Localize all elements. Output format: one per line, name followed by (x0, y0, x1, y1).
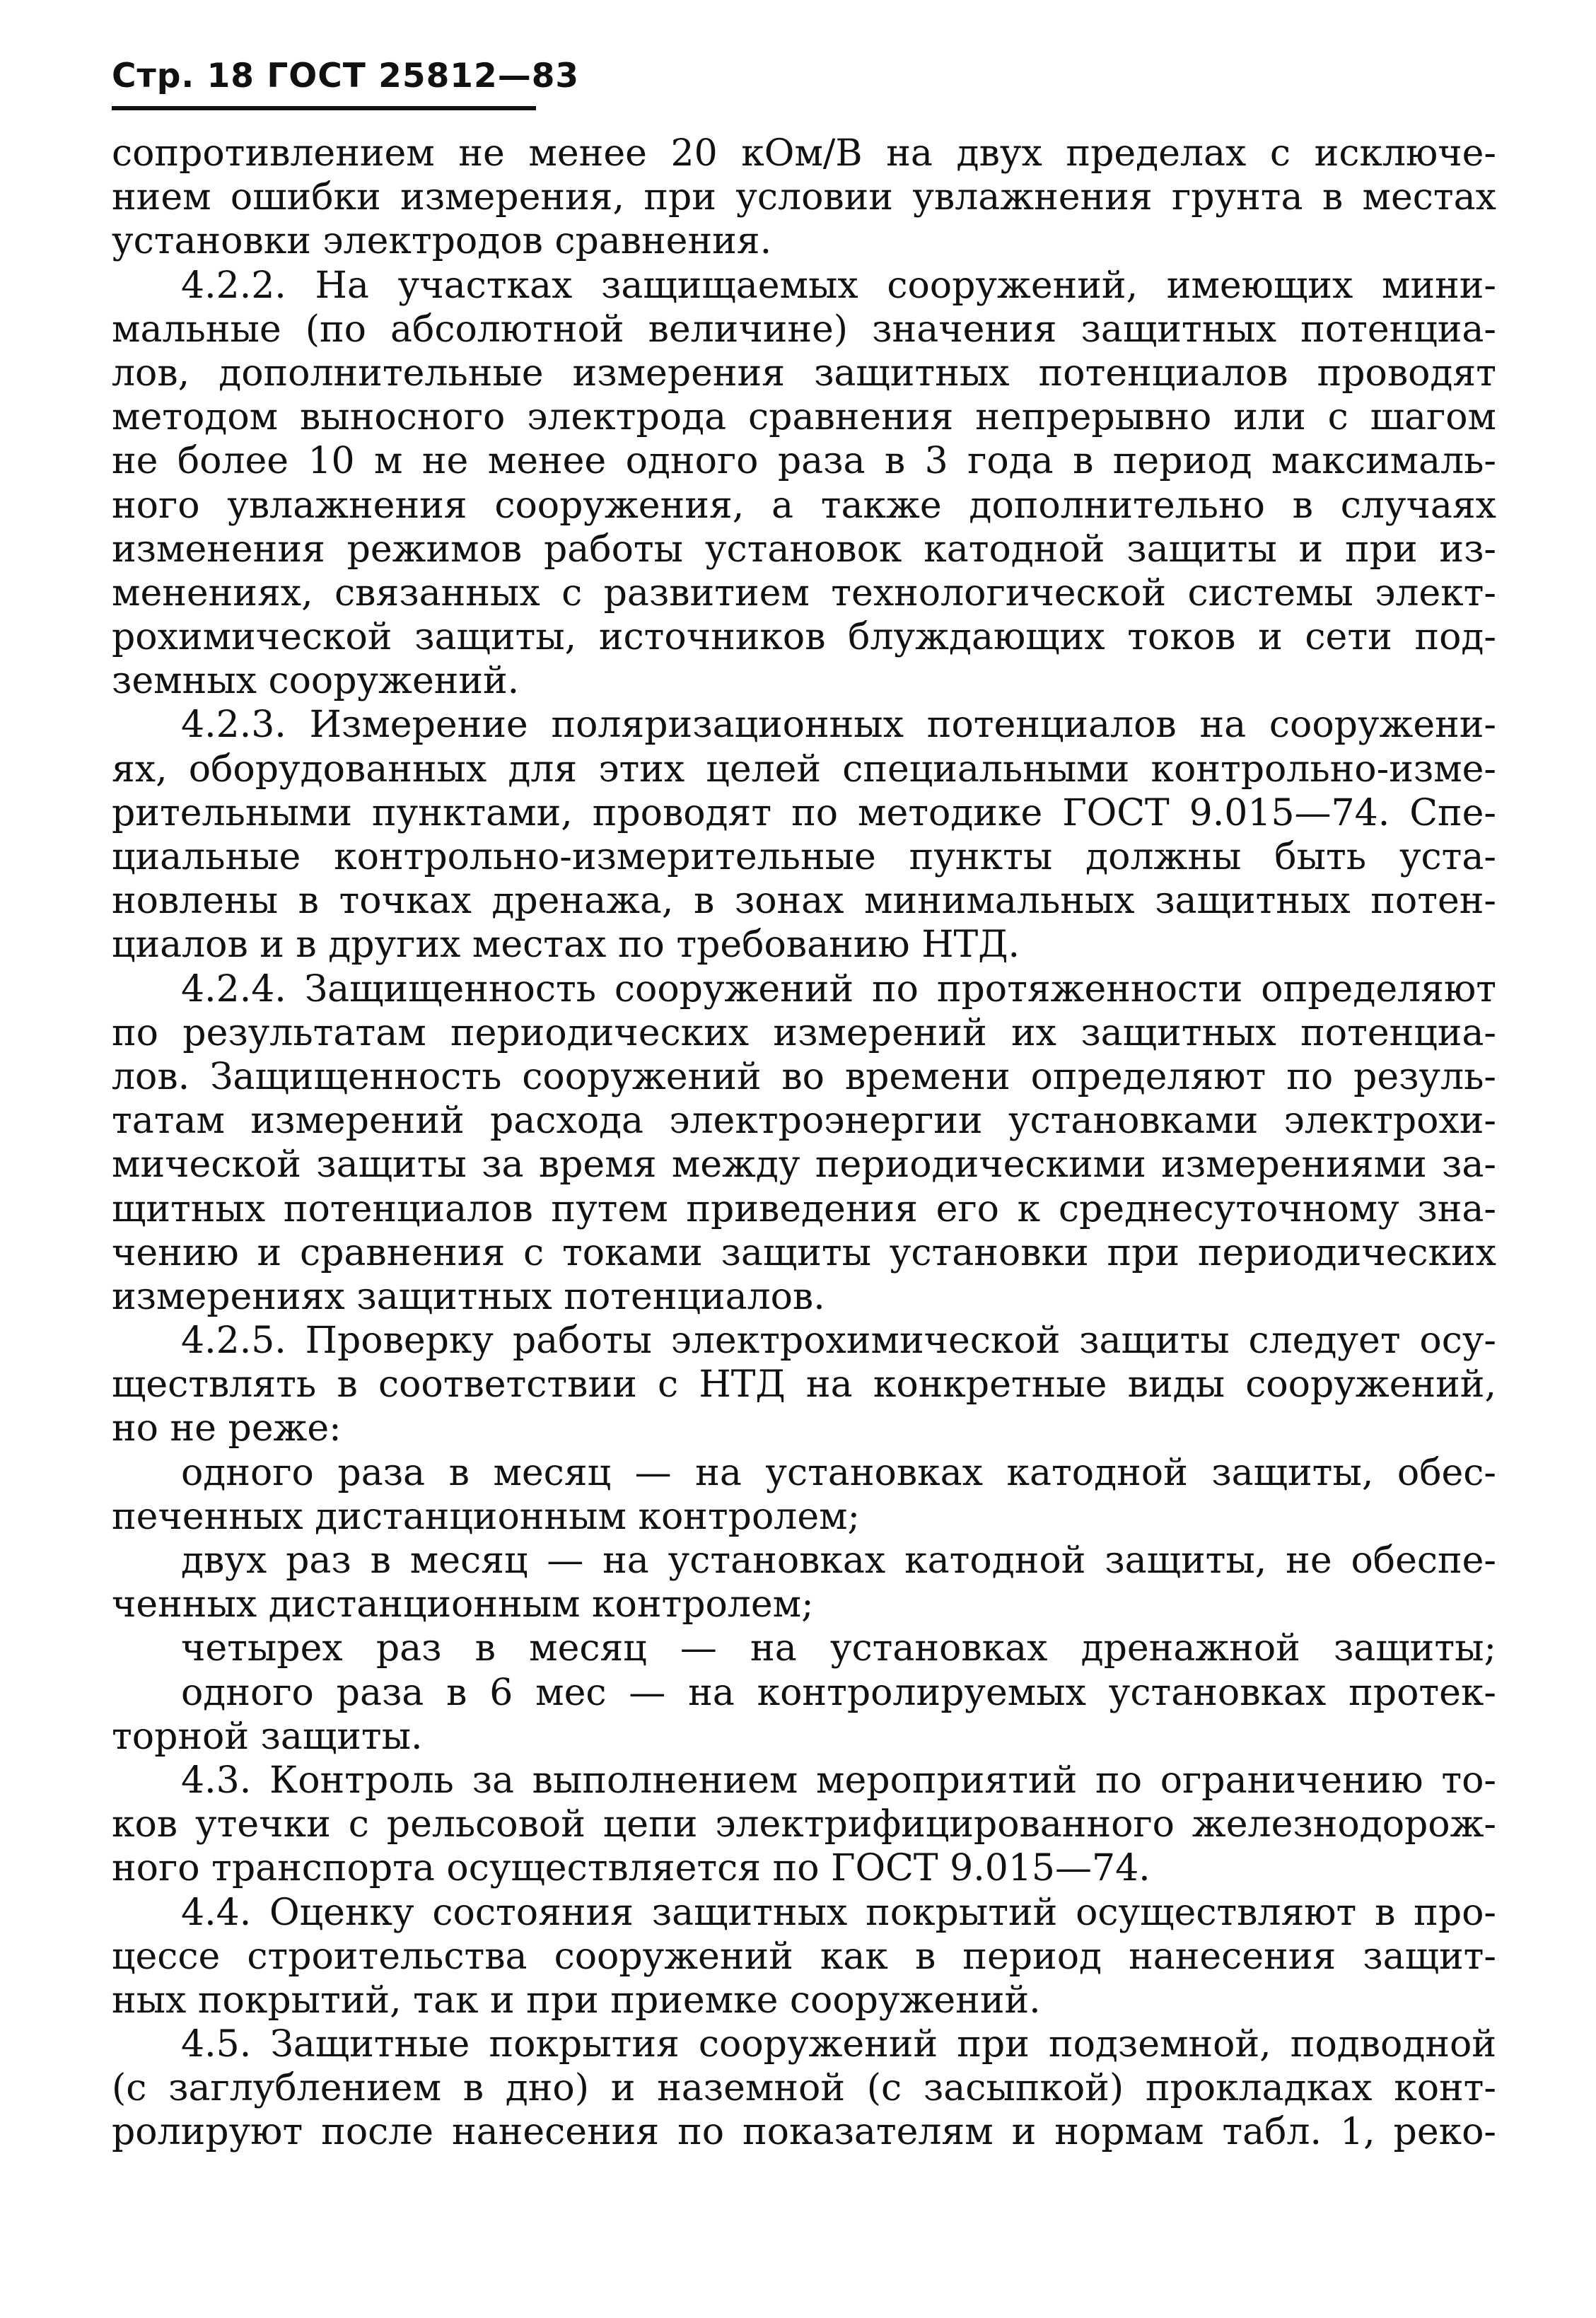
text-line: цессе строительства сооружений как в период нанесения защит- (112, 1935, 1496, 1978)
text-line: лов, дополнительные измерения защитных потенциалов проводят (112, 351, 1496, 395)
text-line: новлены в точках дренажа, в зонах минимальных защитных потен- (112, 880, 1496, 923)
text-line: ях, оборудованных для этих целей специальными контрольно-изме- (112, 747, 1496, 791)
text-line: менениях, связанных с развитием технологической системы элект- (112, 571, 1496, 615)
text-line: циальные контрольно-измерительные пункты должны быть уста- (112, 836, 1496, 878)
text-line: ных покрытий, так и при приемке сооружений. (112, 1979, 1041, 2022)
text-line: ного транспорта осуществляется по ГОСТ 9.015—74. (112, 1847, 1151, 1890)
text-line: по результатам периодических измерений их защитных потенциа- (112, 1011, 1496, 1054)
text-line: циалов и в других местах по требованию НТД. (112, 924, 1020, 967)
text-line: рительными пунктами, проводят по методике ГОСТ 9.015—74. Спе- (112, 791, 1496, 834)
text-line: 4.5. Защитные покрытия сооружений при подземной, подводной (181, 2023, 1496, 2066)
text-line: одного раза в месяц — на установках катодной защиты, обес- (181, 1451, 1496, 1494)
text-line: ролируют после нанесения по показателям и нормам табл. 1, реко- (112, 2111, 1496, 2154)
text-line: четырех раз в месяц — на установках дренажной защиты; (181, 1627, 1496, 1670)
text-line: мической защиты за время между периодическими измерениями за- (112, 1143, 1496, 1187)
text-line: сопротивлением не менее 20 кОм/В на двух пределах с исключе- (112, 132, 1496, 175)
text-line: установки электродов сравнения. (112, 220, 772, 263)
text-line: измерениях защитных потенциалов. (112, 1275, 825, 1318)
text-line: мальные (по абсолютной величине) значения защитных потенциа- (112, 308, 1496, 351)
text-line: печенных дистанционным контролем; (112, 1495, 861, 1538)
text-line: 4.2.2. На участках защищаемых сооружений, имеющих мини- (181, 264, 1496, 307)
text-line: 4.4. Оценку состояния защитных покрытий осуществляют в про- (181, 1891, 1496, 1934)
text-line: земных сооружений. (112, 660, 520, 703)
text-line: 4.2.4. Защищенность сооружений по протяженности определяют (181, 967, 1496, 1011)
text-line: не более 10 м не менее одного раза в 3 года в период максималь- (112, 440, 1496, 483)
document-body (112, 132, 1496, 2155)
text-line: одного раза в 6 мес — на контролируемых установках протек- (181, 1671, 1496, 1714)
text-line: нием ошибки измерения, при условии увлажнения грунта в местах (112, 176, 1496, 219)
text-line: щитных потенциалов путем приведения его к среднесуточному зна- (112, 1187, 1496, 1230)
text-line: лов. Защищенность сооружений во времени определяют по резуль- (112, 1055, 1496, 1098)
text-line: (с заглублением в дно) и наземной (с засыпкой) прокладках конт- (112, 2067, 1496, 2110)
text-line: ков утечки с рельсовой цепи электрифицированного железнодорож- (112, 1803, 1496, 1846)
text-line: татам измерений расхода электроэнергии установками электрохи- (112, 1100, 1496, 1143)
text-line: торной защиты. (112, 1715, 423, 1758)
text-line: 4.2.3. Измерение поляризационных потенциалов на сооружени- (181, 704, 1496, 747)
text-line: рохимической защиты, источников блуждающих токов и сети под- (112, 616, 1496, 659)
page-header: Стр. 18 ГОСТ 25812—83 (112, 57, 580, 95)
text-line: 4.2.5. Проверку работы электрохимической защиты следует осу- (181, 1320, 1496, 1363)
text-line: ществлять в соответствии с НТД на конкретные виды сооружений, (112, 1363, 1496, 1406)
text-line: изменения режимов работы установок катодной защиты и при из- (112, 528, 1496, 571)
text-line: двух раз в месяц — на установках катодной защиты, не обеспе- (181, 1539, 1496, 1582)
text-line: ченных дистанционным контролем; (112, 1583, 814, 1626)
text-line: но не реже: (112, 1407, 342, 1450)
text-line: чению и сравнения с токами защиты установки при периодических (112, 1231, 1496, 1274)
header-rule (112, 106, 536, 110)
text-line: методом выносного электрода сравнения непрерывно или с шагом (112, 396, 1496, 439)
text-line: 4.3. Контроль за выполнением мероприятий по ограничению то- (181, 1759, 1496, 1802)
text-line: ного увлажнения сооружения, а также дополнительно в случаях (112, 484, 1496, 527)
